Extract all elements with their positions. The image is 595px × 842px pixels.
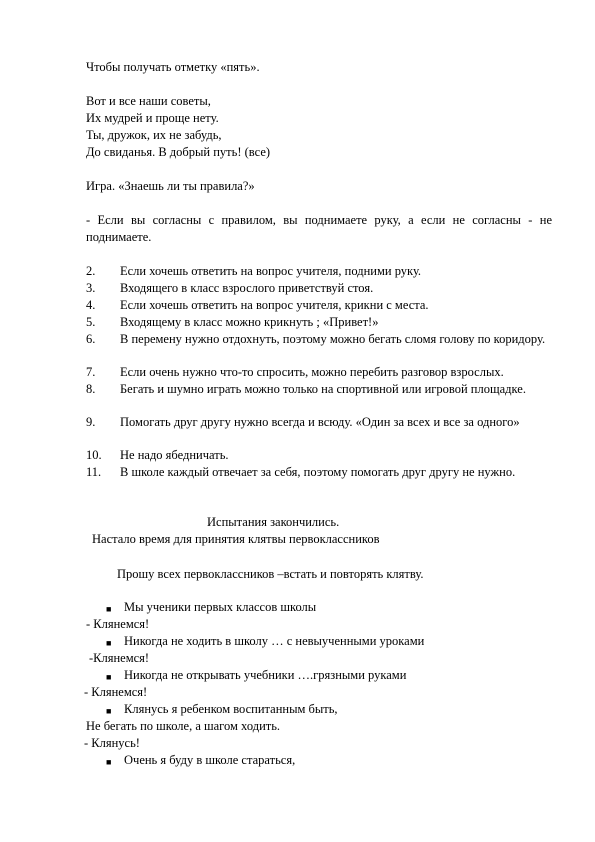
rule-text: Помогать друг другу нужно всегда и всюду. «Один за всех и все за одного» — [120, 415, 520, 429]
rule-item — [86, 364, 552, 381]
rule-number: 7. — [86, 365, 96, 379]
ask-line: Прошу всех первоклассников –встать и повторять клятву. — [117, 567, 424, 581]
rule-text: Входящему в класс можно крикнуть ; «Привет!» — [120, 315, 379, 329]
rule-number: 8. — [86, 382, 96, 396]
poem-line: До свиданья. В добрый путь! (все) — [86, 145, 271, 159]
rule-number: 9. — [86, 415, 96, 429]
oath-response: - Клянусь! — [84, 736, 140, 750]
rule-item — [86, 464, 552, 481]
oath-line: Мы ученики первых классов школы — [124, 600, 317, 614]
rule-text: Если очень нужно что-то спросить, можно перебить разговор взрослых. — [120, 365, 504, 379]
rule-item — [86, 447, 552, 464]
rule-number: 6. — [86, 332, 96, 346]
rule-number: 3. — [86, 281, 96, 295]
game-title: Игра. «Знаешь ли ты правила?» — [86, 179, 255, 193]
poem-line: Ты, дружок, их не забудь, — [86, 128, 222, 142]
square-bullet-icon: ■ — [106, 672, 112, 682]
square-bullet-icon: ■ — [106, 706, 112, 716]
poem-line: Вот и все наши советы, — [86, 94, 211, 108]
rule-number: 4. — [86, 298, 96, 312]
rule-text: В школе каждый отвечает за себя, поэтому помогать друг другу не нужно. — [120, 465, 516, 479]
oath-response: -Клянемся! — [89, 651, 150, 665]
rule-text: Бегать и шумно играть можно только на спортивной или игровой площадке. — [120, 382, 526, 396]
rule-number: 2. — [86, 264, 96, 278]
rule-item — [86, 280, 552, 297]
rule-text: Если хочешь ответить на вопрос учителя, подними руку. — [120, 264, 422, 278]
oath-response: - Клянемся! — [86, 617, 150, 631]
rule-item — [86, 381, 552, 398]
rule-item — [86, 263, 552, 280]
square-bullet-icon: ■ — [106, 604, 112, 614]
oath-time-line: Настало время для принятия клятвы первоклассников — [92, 532, 380, 546]
square-bullet-icon: ■ — [106, 638, 112, 648]
intro-line: Чтобы получать отметку «пять». — [86, 60, 260, 74]
oath-line: Никогда не ходить в школу … с невыученными уроками — [124, 634, 425, 648]
poem-line: Их мудрей и проще нету. — [86, 111, 219, 125]
oath-line: Не бегать по школе, а шагом ходить. — [86, 719, 281, 733]
oath-line: Клянусь я ребенком воспитанным быть, — [124, 702, 338, 716]
rule-number: 5. — [86, 315, 96, 329]
oath-line: Очень я буду в школе стараться, — [124, 753, 296, 767]
rule-number: 10. — [86, 448, 102, 462]
rule-text: Если хочешь ответить на вопрос учителя, крикни с места. — [120, 298, 429, 312]
rule-item — [86, 414, 552, 431]
rule-number: 11. — [86, 465, 102, 479]
tests-done-line: Испытания закончились. — [207, 515, 340, 529]
rule-text: Не надо ябедничать. — [120, 448, 229, 462]
rule-item — [86, 331, 552, 348]
square-bullet-icon: ■ — [106, 757, 112, 767]
rule-item — [86, 314, 552, 331]
oath-response: - Клянемся! — [84, 685, 148, 699]
game-intro: - Если вы согласны с правилом, вы поднимаете руку, а если не согласны - не поднимаете. — [86, 213, 552, 244]
rule-item — [86, 297, 552, 314]
rule-text: В перемену нужно отдохнуть, поэтому можно бегать сломя голову по коридору. — [120, 332, 546, 346]
rule-text: Входящего в класс взрослого приветствуй стоя. — [120, 281, 374, 295]
oath-line: Никогда не открывать учебники ….грязными руками — [124, 668, 407, 682]
